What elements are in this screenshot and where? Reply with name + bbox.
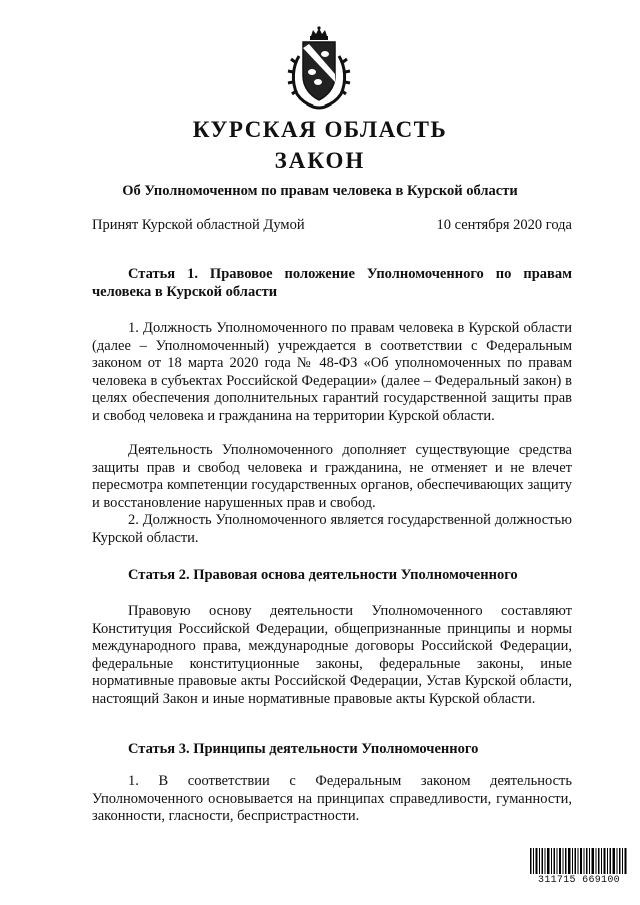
coat-of-arms-emblem <box>285 26 353 112</box>
article-2-heading: Статья 2. Правовая основа деятельности Уполномоченного <box>128 567 518 583</box>
article-1-paragraph-2: Деятельность Уполномоченного дополняет существующие средства защиты прав и свобод человека и гражданина, не отменяет и не влечет пересмотра компетенции государственных органов, обеспечивающих защиту и восстановление нарушенных прав и свобод. <box>92 442 572 511</box>
article-1-heading: Статья 1. Правовое положение Уполномоченного по правам человека в Курской области <box>92 266 572 300</box>
barcode-number: 311715 669100 <box>529 874 629 888</box>
article-1-paragraph-3: 2. Должность Уполномоченного является государственной должностью Курской области. <box>92 512 572 546</box>
region-title: КУРСКАЯ ОБЛАСТЬ <box>192 117 448 142</box>
document-type-title: ЗАКОН <box>274 148 366 173</box>
article-2-paragraph-1: Правовую основу деятельности Уполномоченного составляют Конституция Российской Федерации, общепризнанные принципы и нормы международного права, международные договоры Российской Федерации, федеральные конституционные законы, федеральные законы, иные нормативные правовые акты Российской Федерации, Устав Курской области, настоящий Закон и иные нормативные правовые акты Курской области. <box>92 603 572 707</box>
adopted-by: Принят Курской областной Думой <box>92 217 305 233</box>
article-1-paragraph-1: 1. Должность Уполномоченного по правам человека в Курской области (далее – Уполномоченный) учреждается в соответствии с Федеральным законом от 18 марта 2020 года № 48-ФЗ «Об уполномоченных по правам человека в субъектах Российской Федерации» (далее – Федеральный закон) в целях обеспечения дополнительных гарантий государственной защиты прав и свобод человека и гражданина на территории Курской области. <box>92 320 572 424</box>
article-3-heading: Статья 3. Принципы деятельности Уполномоченного <box>128 741 479 757</box>
article-3-paragraph-1: 1. В соответствии с Федеральным законом деятельность Уполномоченного основывается на принципах справедливости, гуманности, законности, гласности, беспристрастности. <box>92 773 572 824</box>
adoption-date: 10 сентября 2020 года <box>436 217 572 233</box>
law-title: Об Уполномоченном по правам человека в Курской области <box>122 183 518 199</box>
